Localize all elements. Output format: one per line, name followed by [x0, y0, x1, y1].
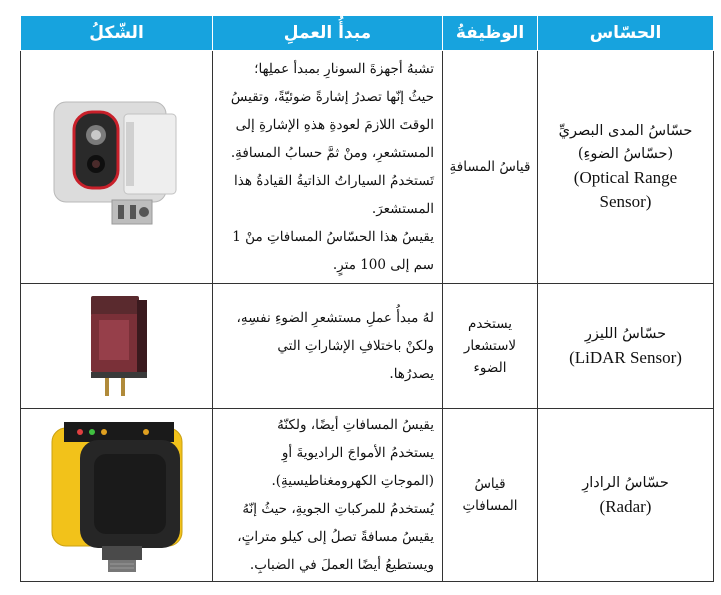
principle-line: سم إلى 100 مترٍ. — [332, 257, 434, 273]
principle-line: تشبهُ أجهزةَ السونارِ بمبدأ عملِها؛ — [254, 61, 434, 77]
function-cell — [443, 409, 538, 582]
principle-line: يصدرُها. — [389, 366, 434, 382]
principle-line: تَستخدمُ السياراتُ الذاتيةُ القيادةُ هذا — [234, 173, 434, 189]
header-row — [21, 16, 714, 51]
principle-line: يقيسُ هذا الحسّاسُ المسافاتِ منْ 1 — [232, 229, 434, 245]
function-text: لاستشعار — [463, 338, 517, 354]
function-text: قياسُ — [474, 476, 506, 492]
optical-range-sensor-image — [42, 92, 192, 242]
header-principle: مبدأُ العملِ — [213, 16, 443, 51]
sensor-name-en: (Optical Range — [573, 168, 678, 187]
sensor-name-en: Sensor) — [599, 192, 652, 211]
principle-line: (الموجاتِ الكهرومغناطيسيةِ). — [271, 473, 434, 489]
sensor-name-cell — [538, 409, 714, 582]
sensor-name-ar: حسّاسُ الرادارِ — [582, 474, 669, 491]
principle-line: ويستطيعُ أيضًا العملَ في الضبابِ. — [249, 557, 434, 573]
lidar-sensor-image — [77, 290, 157, 402]
principle-cell — [213, 51, 443, 284]
table-row — [21, 409, 714, 582]
principle-line: يُستخدمُ للمركباتِ الجويةِ، حيثُ إنّهُ — [242, 501, 434, 517]
table-row — [21, 51, 714, 284]
principle-line: لهُ مبدأُ عملِ مستشعرِ الضوءِ نفسِهِ، — [236, 310, 434, 326]
principle-line: يقيسُ المسافاتِ أيضًا، ولكنّهُ — [277, 417, 434, 433]
sensor-name-cell — [538, 284, 714, 409]
shape-cell — [21, 51, 213, 284]
function-text: المسافاتِ — [462, 498, 518, 514]
principle-line: يستخدمُ الأمواجَ الراديويةَ أوِ — [281, 445, 434, 461]
principle-line: الوقتَ اللازمَ لعودةِ هذهِ الإشارةِ إلى — [235, 117, 434, 133]
principle-cell — [213, 409, 443, 582]
header-function: الوظيفةُ — [443, 16, 538, 51]
function-text: قياسُ المسافةِ — [449, 159, 531, 175]
principle-line: ولكنْ باختلافِ الإشاراتِ التي — [277, 338, 434, 354]
table-row — [21, 284, 714, 409]
function-cell — [443, 284, 538, 409]
principle-line: يقيسُ مسافةً تصلُ إلى كيلو متراتٍ، — [237, 529, 434, 545]
radar-sensor-image — [42, 414, 192, 576]
header-shape: الشّكلُ — [21, 16, 213, 51]
sensor-name-en: (LiDAR Sensor) — [569, 347, 682, 367]
function-text: يستخدم — [467, 316, 513, 332]
header-sensor: الحسّاس — [538, 16, 714, 51]
function-cell — [443, 51, 538, 284]
shape-cell — [21, 409, 213, 582]
principle-line: المستشعرَ. — [371, 201, 434, 217]
function-text: الضوء — [473, 360, 507, 376]
sensor-name-en: (Radar) — [599, 496, 652, 516]
principle-line: المستشعرِ، ومنْ ثمَّ حسابُ المسافةِ. — [230, 145, 434, 161]
sensor-name-ar: حسّاسُ المدى البصريِّ — [558, 123, 693, 139]
sensor-name-cell — [538, 51, 714, 284]
principle-line: حيثُ إنّها تصدرُ إشارةً ضوئيّةً، وتقيسُ — [230, 89, 434, 105]
principle-cell — [213, 284, 443, 409]
sensor-name-ar: حسّاسُ الليزرِ — [584, 325, 667, 342]
sensor-name-ar: (حسّاسُ الضوءِ) — [577, 146, 674, 162]
shape-cell — [21, 284, 213, 409]
sensors-table — [20, 15, 714, 582]
